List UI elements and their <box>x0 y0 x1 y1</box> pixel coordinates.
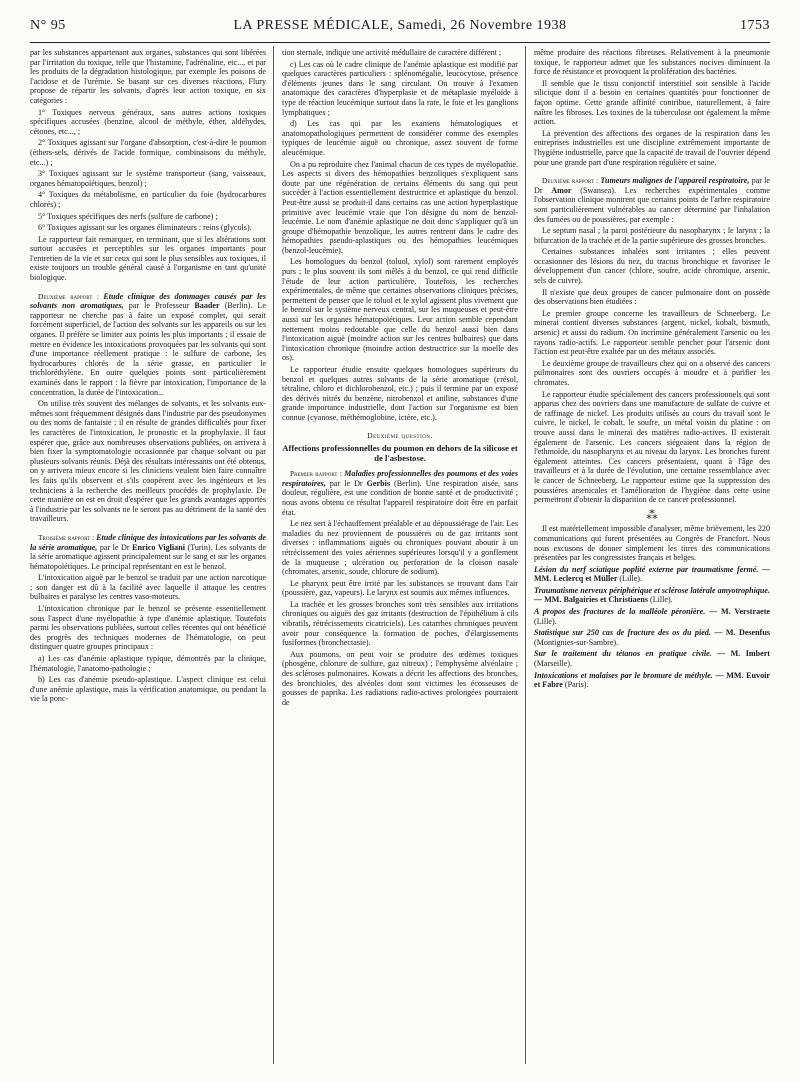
paragraph: On utilise très souvent des mélanges de solvants, et les solvants eux-mêmes sont fréquemment désignés dans l'industrie par des pseudonymes ou des noms de fantaisie ; il en résulte de grandes difficultés pour fixer les caractères de l'intoxication, le pronostic et la prophylaxie. Il faut espérer que, grâce aux nombreuses observations publiées, on arrivera à bien fixer la symptomatologie occasionnée par chaque solvant ou par plusieurs solvants réunis. Déjà des résultats intéressants ont été obtenus, on y arrivera mieux encore si les cliniciens veulent bien faire connaître les faits qu'ils observent et s'ils coopèrent avec les ingénieurs et les techniciens à la recherche des meilleurs procédés de prophylaxie. De cette manière on est en droit d'espérer que les grands avantages apportés à l'industrie par les solvants ne le seront pas au détriment de la santé des travailleurs. <box>30 399 266 524</box>
report-label: Deuxième rapport : <box>542 176 599 186</box>
communication-authors: — MM. Leclercq et Müller <box>534 564 770 584</box>
communication-title: Traumatisme nerveux périphérique et sclérose latérale amyotrophique. <box>534 585 770 595</box>
communication-place: (Lille). <box>619 574 643 584</box>
communication-authors: — MM. Balgairies et Christiaens <box>534 595 650 605</box>
list-item: d) Les cas qui par les examens hématologiques et anatomopathologiques permettent de considérer comme des exemples typiques de leucémie aiguë ou chronique, assez souvent de forme aleucémique. <box>282 119 518 157</box>
section-label: Deuxième question. <box>367 430 433 440</box>
report-title: Maladies professionnelles des poumons et des voies respiratoires, <box>282 469 518 488</box>
paragraph: Le nez sert à l'échauffement préalable et au dépoussiérage de l'air. Les maladies du nez proviennent de poussières ou de gaz irritants sont diverses : inflammations aiguës ou chroniques pouvant aboutir à un rétrécissement des voies aériennes supérieures lorsqu'il y a gonflement de la muqueuse ; ulcération ou perforation de la cloison nasale (chromates, arsenic, soude, chlorure de sodium). <box>282 519 518 577</box>
column-divider <box>525 46 526 1064</box>
report-author: Gerbis <box>366 478 391 488</box>
communication-authors: — M. Verstraete <box>705 607 770 617</box>
column-3 <box>534 48 770 692</box>
communication-authors: — MM. Euvoir et Fabre <box>534 670 770 690</box>
communication-item <box>534 565 770 584</box>
paragraph: Certaines substances inhalées sont irritantes ; elles peuvent occasionner des lésions du nez, du tractus bronchique et favoriser le développement d'un cancer (chlore, soufre, acide chromique, arsenic, sels de cuivre). <box>534 247 770 286</box>
report-heading: Troisième rapport : Etude clinique des intoxications par les solvants de la série aromatique, par le Dr Enrico Vigliani (Turin). Les solvants de la série aromatique agissent principalement sur le sang et sur les organes hématopoïétiques. Le principal représentant en est le benzol. <box>30 532 266 571</box>
report-author: Baader <box>194 301 220 311</box>
report-label: Troisième rapport : <box>38 532 95 542</box>
report-heading: Deuxième rapport : Etude clinique des dommages causés par les solvants non aromatiques, par le Professeur Baader (Berlin). Le rapporteur ne cherche pas à faire un exposé complet, qui serait forcément superficiel, de l'action des solvants sur les appareils ou sur les organes. Il préfère se limiter aux points les plus importants ; il essaie de mettre en évidence les intoxications provoquées par les solvants qui sont d'une importance réellement pratique : le sulfure de carbone, les hydrocarbures chlorés de la série grasse, en particulier le trichloréthylène. En outre quelques points sont particulièrement examinés dans le rapport : la fièvre par intoxication, l'importance de la concentration, la durée de l'intoxication... <box>30 291 266 397</box>
journal-title: LA PRESSE MÉDICALE, Samedi, 26 Novembre 1938 <box>233 18 567 33</box>
communication-item <box>534 607 770 626</box>
communication-place: (Paris). <box>564 680 589 690</box>
report-title: Etude clinique des intoxications par les solvants de la série aromatique, <box>30 532 266 552</box>
report-label: Premier rapport : <box>290 469 342 479</box>
column-1 <box>30 48 266 706</box>
paragraph: même produire des réactions fibreuses. Relativement à la pneumonie toxique, le rapporteur admet que les substances nocives diminuent la force de résistance et provoquent la prolifération des bactéries. <box>534 48 770 77</box>
list-item: 1° Toxiques nerveux généraux, sans autres actions toxiques spécifiques accusées (benzine, alcool de méthyle, éther, aldéhydes, cétones, etc..., ; <box>30 107 266 136</box>
paragraph: Aux poumons, on peut voir se produire des œdèmes toxiques (phosgène, chlorure de sulfure, gaz nitreux) ; l'emphysème alvéolaire ; des scléroses pulmonaires. Kowats a décrit les affections des bronches, des bronchioles, des alvéoles dont sont victimes les écosseuses de gousses de paprika. Les radiations radio-actives prolongées pourraient de <box>282 649 518 707</box>
communication-place: (Marseille). <box>534 659 572 669</box>
column-divider <box>273 46 274 1064</box>
report-title: Etude clinique des dommages causés par les solvants non aromatiques, <box>30 291 266 311</box>
list-item: b) Les cas d'anémie pseudo-aplastique. L'aspect clinique est celui d'une anémie aplastique, mais la vérification anatomique, ou pendant la vie la ponc- <box>30 675 266 704</box>
section-title: Affections professionnelles du poumon en dehors de la silicose et de l'asbestose. <box>282 443 518 464</box>
report-heading: Deuxième rapport : Tumeurs malignes de l'appareil respiratoire, par le Dr Amor (Swansea). Les recherches expérimentales comme l'observation clinique montrent que certains points de l'arbre respiratoire sont particulièrement vulnérables au cancer déterminé par l'inhalation des fumées ou de poussières, par exemple : <box>534 176 770 224</box>
list-item: 5° Toxiques spécifiques des nerfs (sulfure de carbone) ; <box>38 211 218 221</box>
paragraph: tion sternale, indique une activité médullaire de caractère différent ; <box>282 48 502 57</box>
communication-title: A propos des fractures de la malléole péronière. <box>534 607 706 617</box>
paragraph: L'intoxication chronique par le benzol se présente essentiellement sous l'aspect d'une myélopathie à type d'anémie aplastique. Toutefois parmi les observations publiées, surtout celles récentes qui ont bénéficié des progrès des techniques modernes de l'hématologie, on peut distinguer quatre groupes principaux : <box>30 604 266 652</box>
list-item: 3° Toxiques agissant sur le système transporteur (sang, vaisseaux, organes hématopoïétiques, benzol) ; <box>30 169 266 188</box>
paragraph: Les homologues du benzol (toluol, xylol) sont rarement employés purs ; le plus souvent ils sont mêlés à du benzol, ce qui rend difficile l'étude de leur action particulière. Toutefois, les recherches expérimentales, de même que certaines observations cliniques précises, permettent de penser que le toluol et le xylol agissent plus vivement que le benzol sur le système nerveux central, sur les muqueuses et peut-être aussi sur les organes hématopoïétiques. Leur action semble cependant nettement moins redoutable que celle du benzol aussi bien dans l'intoxication aiguë (moindre action sur les centres bulbaires) que dans l'intoxication chronique (moindre action destructrice sur la moelle des os). <box>282 257 518 363</box>
paragraph: par les substances appartenant aux organes, substances qui sont libérées par l'irritation du toxique, telle que l'histamine, l'adrénaline, etc..., et par les produits de la dégradation histologique, par exemple les poisons de l'acidose et de l'urémie. Se basant sur ces diverses réactions, Flury propose de répartir les solvants, d'après leur action toxique, en six catégories : <box>30 48 266 105</box>
communication-item <box>534 671 770 690</box>
header-rule <box>30 42 770 43</box>
paragraph: On a pu reproduire chez l'animal chacun de ces types de myélopathie. Les aspects si divers des hémopathies benzoliques s'expliquent sans doute par une régénération de certains éléments du sang qui peut succéder à l'action essentiellement destructrice et aplastique du benzol. Peut-être aussi se produit-il dans certains cas une action hyperplastique primitive avec leucémie vraie que l'on désigne du nom de benzol-leucémie. Le nom d'anémie aplastique ne doit donc s'appliquer qu'à un groupe d'hémopathie benzolique, les autres rentrent dans le cadre des hémopathies pseudo-aplastiques ou des hémopathies leucémiques (benzol-leucémie). <box>282 159 518 255</box>
report-label: Deuxième rapport : <box>38 291 99 301</box>
report-author: Enrico Vigliani <box>132 542 185 552</box>
list-item: Le septum nasal ; la paroi postérieure du nasopharynx ; le larynx ; la bifurcation de la trachée et de la partie supérieure des grosses bronches. <box>534 226 770 245</box>
paragraph: La prévention des affections des organes de la respiration dans les entreprises industrielles est une discipline extrêmement importante de l'hygiène industrielle, parce que la capacité de travail de l'ouvrier dépend pour une grande part d'une respiration régulière et saine. <box>534 128 770 167</box>
communication-place: (Montignies-sur-Sambre). <box>534 637 619 647</box>
paragraph: L'intoxication aiguë par le benzol se traduit par une action narcotique ; son danger est dû à la facilité avec laquelle il attaque les centres bulbaires et paralyse les centres vaso-moteurs. <box>30 573 266 602</box>
list-item: a) Les cas d'anémie aplastique typique, démontrés par la clinique, l'hématologie, l'anatomo-pathologie ; <box>30 654 266 673</box>
page-number: 1753 <box>740 18 770 33</box>
paragraph: Le rapporteur étudie spécialement des cancers professionnels qui sont apparus chez des ouvriers dans une manufacture de sulfate de cuivre et de raffinage de nickel. Les produits utilisés au cours du travail sont le cuivre, le nickel, le cobalt, le soufre, un métal voisin du platine : on trouve aussi dans le minerai des matières radio-actives. Il existerait également de l'arsenic. Les cancers siégeaient dans la région de l'ethmoïde, du nasopharynx et au niveau du larynx. Les bronches furent également atteintes. Ces cancers présentaient, quant à l'âge des travailleurs et à la durée de l'évolution, une certaine ressemblance avec le cancer de Schneeberg. Le rapporteur estime que la suppression des poussières arsenicales et l'amélioration de l'hygiène dans cette usine permettront d'obtenir la disparition de ce cancer professionnel. <box>534 389 770 505</box>
communication-item <box>534 586 770 605</box>
issue-number: N° 95 <box>30 18 66 33</box>
list-item: 6° Toxiques agissant sur les organes éliminateurs : reins (glycols). <box>38 223 252 233</box>
report-heading: Premier rapport : Maladies professionnelles des poumons et des voies respiratoires, par le Dr Gerbis (Berlin). Une respiration aisée, sans douleur, régulière, est une condition de bonne santé et de productivité ; nous avons obtenu ce résultat l'appareil respiratoire doit être en parfait état. <box>282 469 518 517</box>
page-header <box>30 18 770 40</box>
communication-title: Statistique sur 250 cas de fracture des os du pied. <box>534 628 711 638</box>
paragraph: Le rapporteur étudie ensuite quelques homologues supérieurs du benzol et quelques autres solvants de la série aromatique (crésol, tétraline, chloro et dichlorobenzol, etc.) ; puis il termine par un exposé des dérivés nitrés du benzène, nitrobenzol et aniline, substances d'une grande importance industrielle, dont l'action sur l'organisme est bien connue (cyanose, méthémoglobine, ictère, etc.). <box>282 365 518 422</box>
list-item: c) Les cas où le cadre clinique de l'anémie aplastique est modifié par quelques caractères particuliers : splénomégalie, leucocytose, présence d'éléments jeunes dans le sang circulant. On trouve à l'examen anatomique des caractères d'hyperplasie et de métaplasie myéloïde à type de réaction leucémique surtout dans la rate, le foie et les ganglions lymphatiques ; <box>282 59 518 117</box>
paragraph: Il est matériellement impossible d'analyser, même brièvement, les 220 communications qui furent présentées au Congrès de Francfort. Nous nous excusons de donner simplement les titres des communications présentées par les congressistes français et belges. <box>534 524 770 563</box>
asterism: ⁂ <box>646 507 658 522</box>
communication-title: Lésion du nerf sciatique poplité externe par traumatisme fermé. <box>534 564 759 574</box>
communication-item <box>534 649 770 668</box>
column-2 <box>282 48 518 709</box>
list-item: 2° Toxiques agissant sur l'organe d'absorption, c'est-à-dire le poumon (éthers-sels, dérivés de l'acide formique, combinaisons du méthyle, etc...) ; <box>30 138 266 167</box>
communications-list <box>534 565 770 690</box>
paragraph: Il n'existe que deux groupes de cancer pulmonaire dont on possède des observations bien étudiées : <box>534 287 770 307</box>
communication-place: (Lille). <box>534 616 557 626</box>
paragraph: Le pharynx peut être irrité par les substances se trouvant dans l'air (poussière, gaz, vapeurs). Le larynx est soumis aux mêmes influences. <box>282 578 518 598</box>
communication-place: (Lille). <box>650 595 673 605</box>
communication-title: Sur le traitement du tétanos en pratique civile. <box>534 649 712 659</box>
list-item: 4° Toxiques du métabolisme, en particulier du foie (hydrocarbures chlorés) ; <box>30 190 266 209</box>
report-author: Amor <box>551 185 572 195</box>
communication-authors: — M. Desenfus <box>710 628 770 638</box>
paragraph: Le rapporteur fait remarquer, en terminant, que si les altérations sont surtout accusées et perceptibles sur les organes importants pour l'entretien de la vie et sur ceux qui sont le plus sensibles aux toxiques, il existe toujours un trouble général causé à l'organisme en tant qu'unité biologique. <box>30 234 266 283</box>
paragraph: La trachée et les grosses bronches sont très sensibles aux irritations chroniques ou aiguës des gaz irritants (destruction de l'épithélium à cils vibratils, rétrécissements cicatriciels). Les catarrhes chroniques peuvent avoir pour conséquence la formation de poches, d'élargissements fusiformes (bronchectasie). <box>282 599 518 648</box>
communication-title: Intoxications et malaises par le bromure de méthyle. <box>534 670 713 680</box>
communication-authors: — M. Imbert <box>711 649 770 659</box>
paragraph: Le premier groupe concerne les travailleurs de Schneeberg. Le minerai contient diverses substances (argent, nickel, kobalt, bismuth, arsenic) et aussi du radium. On incrimine généralement l'arsenic ou les rayons radio-actifs. Le rapporteur semble pencher pour l'arsenic dont l'action est peut-être exaltée par un des métaux associés. <box>534 308 770 357</box>
paragraph: Il semble que le tissu conjonctif interstitiel soit sensible à l'acide silicique dont il a besoin en certaines quantités pour fonctionner de façon optime. Cette grande affinité contribue, naturellement, à faire naître les fibroses. Les toxines de la tuberculose ont également la même action. <box>534 78 770 127</box>
paragraph: Le deuxième groupe de travailleurs chez qui on a observé des cancers pulmonaires sont des ouvriers occupés à moudre et à purifier les chromates. <box>534 358 770 387</box>
report-title: Tumeurs malignes de l'appareil respiratoire, <box>600 176 750 186</box>
communication-item <box>534 628 770 647</box>
